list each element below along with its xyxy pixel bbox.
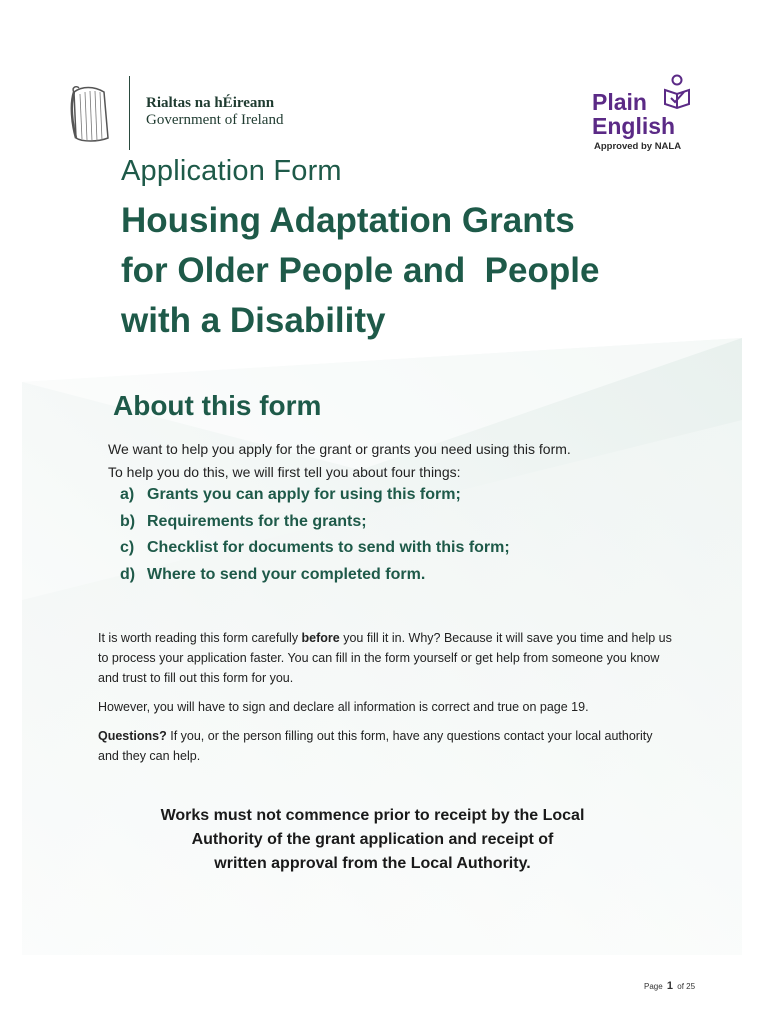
- reading-person-icon: [662, 74, 692, 110]
- four-things-list: [120, 486, 510, 592]
- plain-english-word-english: English: [592, 113, 676, 139]
- list-letter: d): [120, 565, 136, 583]
- list-item: [120, 566, 510, 593]
- title-line-2: for Older People and People: [121, 251, 600, 290]
- about-intro: [108, 438, 571, 484]
- page-label: Page: [644, 982, 663, 991]
- document-title: [121, 196, 721, 346]
- title-line-3: with a Disability: [121, 301, 386, 340]
- list-text: Where to send your completed form.: [147, 565, 426, 583]
- about-heading: About this form: [113, 390, 322, 421]
- list-text: Checklist for documents to send with this form;: [147, 539, 510, 556]
- para1-bold: before: [301, 631, 340, 645]
- paragraph-sign-declare: However, you will have to sign and declare all information is correct and true on page 19.: [98, 700, 589, 714]
- intro-line-2: To help you do this, we will first tell you about four things:: [108, 464, 461, 480]
- page-footer: [644, 980, 695, 992]
- para3-bold: Questions?: [98, 729, 167, 743]
- government-logo-text: [146, 95, 283, 129]
- plain-english-approval: Approved by NALA: [594, 141, 682, 152]
- gov-name-irish: Rialtas na hÉireann: [146, 95, 275, 111]
- intro-line-1: We want to help you apply for the grant or grants you need using this form.: [108, 441, 571, 457]
- list-text: Grants you can apply for using this form;: [147, 486, 461, 503]
- header: [68, 72, 708, 162]
- warning-line-1: Works must not commence prior to receipt by the Local: [160, 807, 585, 824]
- list-text: Requirements for the grants;: [147, 512, 367, 530]
- list-letter: b): [120, 512, 136, 530]
- paragraph-questions: [98, 726, 673, 766]
- para1-before: It is worth reading this form carefully: [98, 631, 302, 645]
- plain-english-word-plain: Plain: [592, 89, 647, 115]
- works-warning: [100, 804, 645, 876]
- warning-line-3: written approval from the Local Authority.: [214, 855, 531, 872]
- list-letter: a): [120, 486, 135, 503]
- page-total: of 25: [677, 982, 696, 991]
- list-item: [120, 513, 510, 540]
- plain-english-logo: [592, 74, 712, 156]
- form-type-label: Application Form: [121, 155, 342, 187]
- body-text: [98, 628, 673, 775]
- gov-name-english: Government of Ireland: [146, 112, 284, 128]
- warning-line-2: Authority of the grant application and receipt of: [191, 831, 554, 848]
- para3-after: If you, or the person filling out this form, have any questions contact your local authority and they can help.: [98, 729, 653, 763]
- header-divider: [129, 76, 130, 150]
- title-line-1: Housing Adaptation Grants: [121, 201, 575, 240]
- para1-after: you fill it in. Why? Because it will save you time and help us to process your application faster. You can fill in the form yourself or get help from someone you know and trust to fill out this form for you.: [98, 631, 672, 685]
- list-letter: c): [120, 539, 135, 556]
- page-number: 1: [666, 980, 674, 992]
- paragraph-read-carefully: [98, 628, 673, 688]
- list-item: [120, 486, 510, 513]
- list-item: [120, 539, 510, 566]
- harp-emblem-icon: [68, 84, 116, 146]
